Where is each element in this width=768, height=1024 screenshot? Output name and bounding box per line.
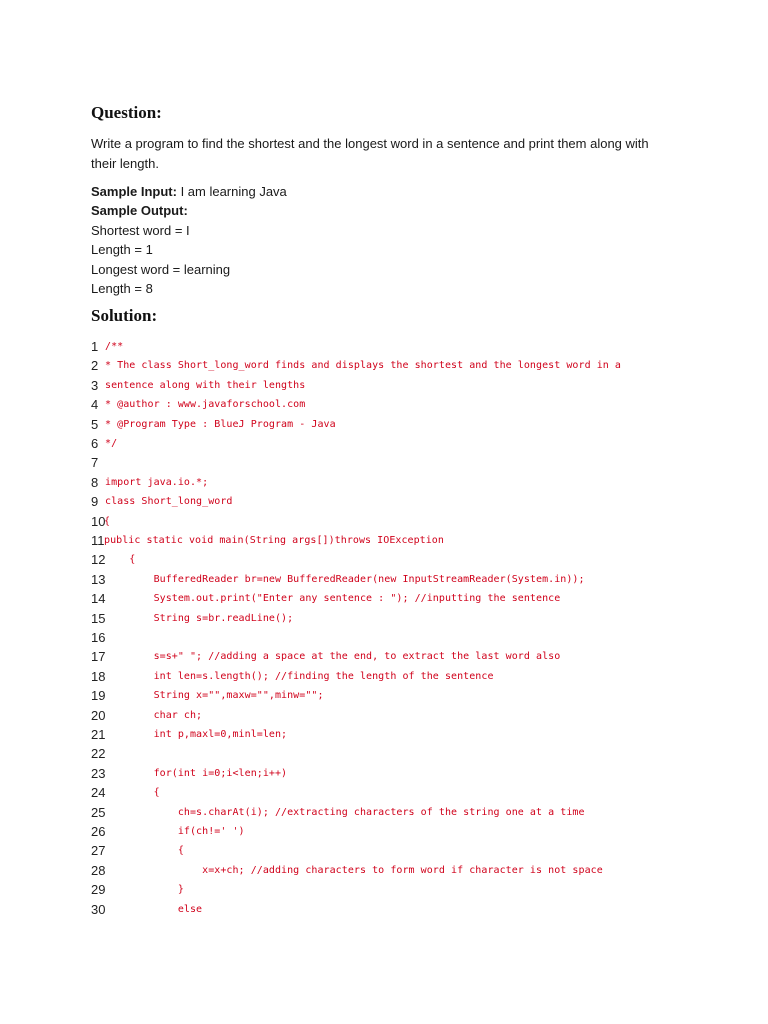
line-number: 12 — [91, 552, 106, 568]
line-number: 7 — [91, 455, 99, 471]
output-line: Longest word = learning — [91, 262, 231, 277]
code-line — [0, 550, 768, 569]
code-text: int p,maxl=0,minl=len; — [105, 729, 288, 740]
sample-output-label-line — [91, 201, 188, 221]
question-heading: Question: — [91, 103, 162, 122]
code-line — [0, 531, 768, 550]
code-text: { — [104, 515, 111, 527]
code-text: String s=br.readLine(); — [105, 612, 294, 624]
code-line — [0, 900, 768, 919]
code-text: { — [105, 787, 160, 799]
code-line — [0, 512, 768, 531]
code-line — [0, 783, 768, 802]
code-line — [0, 841, 768, 860]
line-number: 14 — [91, 591, 106, 607]
code-line — [0, 589, 768, 608]
code-text: { — [105, 845, 184, 857]
line-number: 28 — [91, 862, 106, 878]
line-number: 6 — [91, 436, 99, 451]
line-number: 25 — [91, 804, 106, 820]
code-text: else — [105, 903, 203, 915]
code-line — [0, 686, 768, 705]
line-number: 5 — [91, 416, 99, 432]
code-line — [0, 880, 768, 899]
line-number: 3 — [91, 377, 99, 393]
code-line — [0, 473, 768, 492]
code-line — [0, 570, 768, 589]
output-line: Shortest word = I — [91, 223, 190, 238]
line-number: 20 — [91, 707, 106, 723]
sample-output-label: Sample Output: — [91, 203, 188, 218]
code-line — [0, 628, 768, 647]
line-number: 1 — [91, 339, 99, 354]
code-line — [0, 453, 768, 472]
sample-input-value: I am learning Java — [176, 184, 287, 199]
code-text: String x="",maxw="",minw=""; — [105, 690, 324, 702]
line-number: 19 — [91, 688, 106, 704]
code-line — [0, 609, 768, 628]
code-text: System.out.print("Enter any sentence : "); //inputting the sentence — [105, 593, 561, 605]
code-line — [0, 667, 768, 686]
code-line — [0, 822, 768, 841]
line-number: 10 — [91, 513, 106, 529]
code-text: char ch; — [105, 709, 203, 721]
line-number: 13 — [91, 571, 106, 587]
line-number: 26 — [91, 824, 106, 839]
code-line — [0, 803, 768, 822]
code-text: } — [105, 884, 184, 896]
solution-heading: Solution: — [91, 306, 158, 325]
output-line: Length = 1 — [91, 242, 153, 257]
code-text: /** — [105, 341, 124, 352]
code-line — [0, 395, 768, 414]
code-text: public static void main(String args[])throws IOException — [104, 535, 444, 546]
code-line — [0, 647, 768, 666]
code-line — [0, 706, 768, 725]
code-line — [0, 861, 768, 880]
code-line — [0, 376, 768, 395]
sample-input-line — [91, 182, 287, 202]
code-text: import java.io.*; — [105, 476, 209, 488]
line-number: 2 — [91, 358, 99, 374]
code-text: { — [105, 554, 136, 566]
line-number: 22 — [91, 746, 106, 762]
code-text: class Short_long_word — [105, 496, 233, 508]
line-number: 21 — [91, 727, 106, 742]
line-number: 11 — [91, 533, 105, 548]
code-text: * The class Short_long_word finds and displays the shortest and the longest word in a — [105, 360, 621, 372]
question-text: Write a program to find the shortest and the longest word in a sentence and print them along with their length. — [91, 136, 649, 171]
line-number: 16 — [91, 630, 106, 645]
line-number: 30 — [91, 901, 106, 917]
code-line — [0, 492, 768, 511]
line-number: 15 — [91, 610, 106, 626]
line-number: 24 — [91, 785, 106, 801]
code-text: int len=s.length(); //finding the length of the sentence — [105, 670, 494, 682]
line-number: 4 — [91, 397, 99, 413]
output-line: Length = 8 — [91, 281, 153, 296]
code-text: * @Program Type : BlueJ Program - Java — [105, 418, 336, 430]
code-line — [0, 744, 768, 763]
line-number: 9 — [91, 494, 99, 510]
code-line — [0, 415, 768, 434]
code-text: if(ch!=' ') — [105, 826, 245, 837]
line-number: 27 — [91, 843, 106, 859]
code-text: BufferedReader br=new BufferedReader(new InputStreamReader(System.in)); — [105, 573, 585, 585]
code-line — [0, 764, 768, 783]
sample-input-label: Sample Input: — [91, 184, 177, 199]
code-text: s=s+" "; //adding a space at the end, to extract the last word also — [105, 651, 561, 663]
code-text: * @author : www.javaforschool.com — [105, 399, 306, 411]
line-number: 17 — [91, 649, 106, 665]
line-number: 29 — [91, 882, 106, 898]
code-line — [0, 356, 768, 375]
code-text: x=x+ch; //adding characters to form word if character is not space — [105, 864, 603, 876]
line-number: 23 — [91, 765, 106, 781]
code-line — [0, 337, 768, 356]
code-text: ch=s.charAt(i); //extracting characters of the string one at a time — [105, 806, 585, 818]
code-line — [0, 725, 768, 744]
line-number: 8 — [91, 474, 99, 490]
code-line — [0, 434, 768, 453]
code-text: for(int i=0;i<len;i++) — [105, 767, 288, 779]
code-text: */ — [105, 438, 118, 449]
line-number: 18 — [91, 668, 106, 684]
code-text: sentence along with their lengths — [105, 379, 306, 391]
